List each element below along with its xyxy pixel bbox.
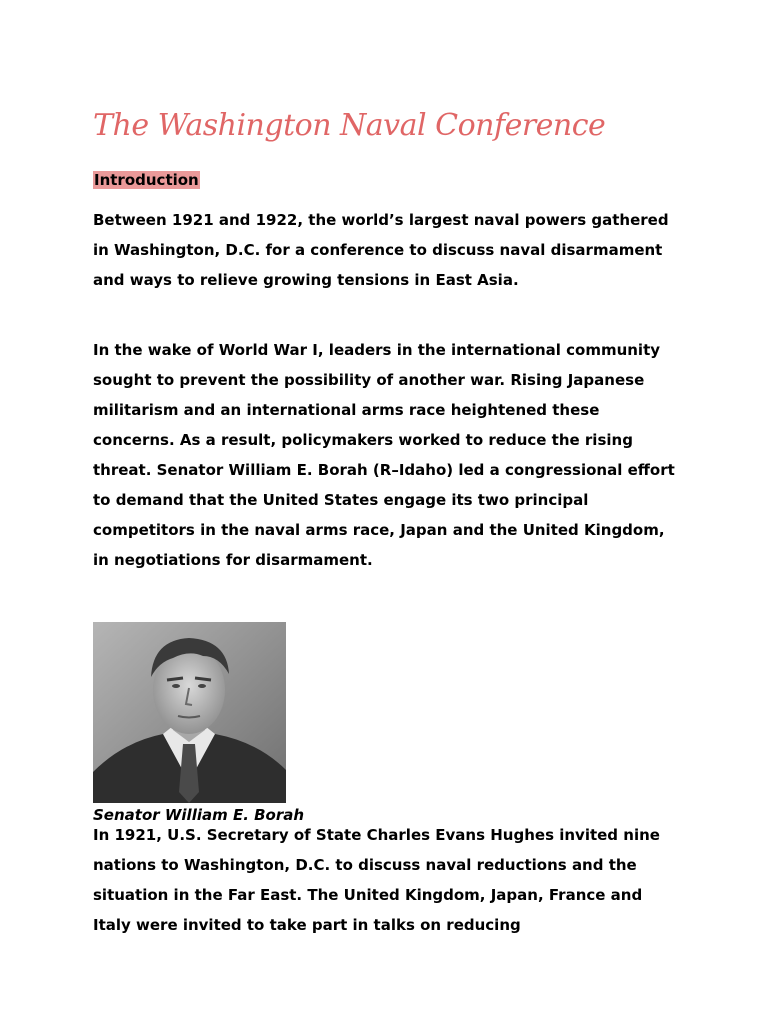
section-heading-introduction: Introduction: [94, 171, 199, 189]
paragraph-1: Between 1921 and 1922, the world’s largest naval powers gathered in Washington, D.C. for a conference to discuss naval disarmament and ways to relieve growing tensions in East Asia.: [93, 211, 669, 289]
document-title: The Washington Naval Conference: [93, 108, 606, 143]
paragraph-2: In the wake of World War I, leaders in the international community sought to prevent the possibility of another war. Rising Japanese militarism and an international arms race heightened these concerns. As a result, policymakers worked to reduce the rising threat. Senator William E. Borah (R–Idaho) led a congressional effort to demand that the United States engage its two principal competitors in the naval arms race, Japan and the United Kingdom, in negotiations for disarmament.: [93, 341, 675, 569]
borah-portrait-photo: [93, 622, 286, 803]
image-caption: Senator William E. Borah: [93, 806, 305, 824]
paragraph-3: In 1921, U.S. Secretary of State Charles Evans Hughes invited nine nations to Washington, D.C. to discuss naval reductions and the situation in the Far East. The United Kingdom, Japan, France and Italy were invited to take part in talks on reducing: [93, 826, 660, 934]
